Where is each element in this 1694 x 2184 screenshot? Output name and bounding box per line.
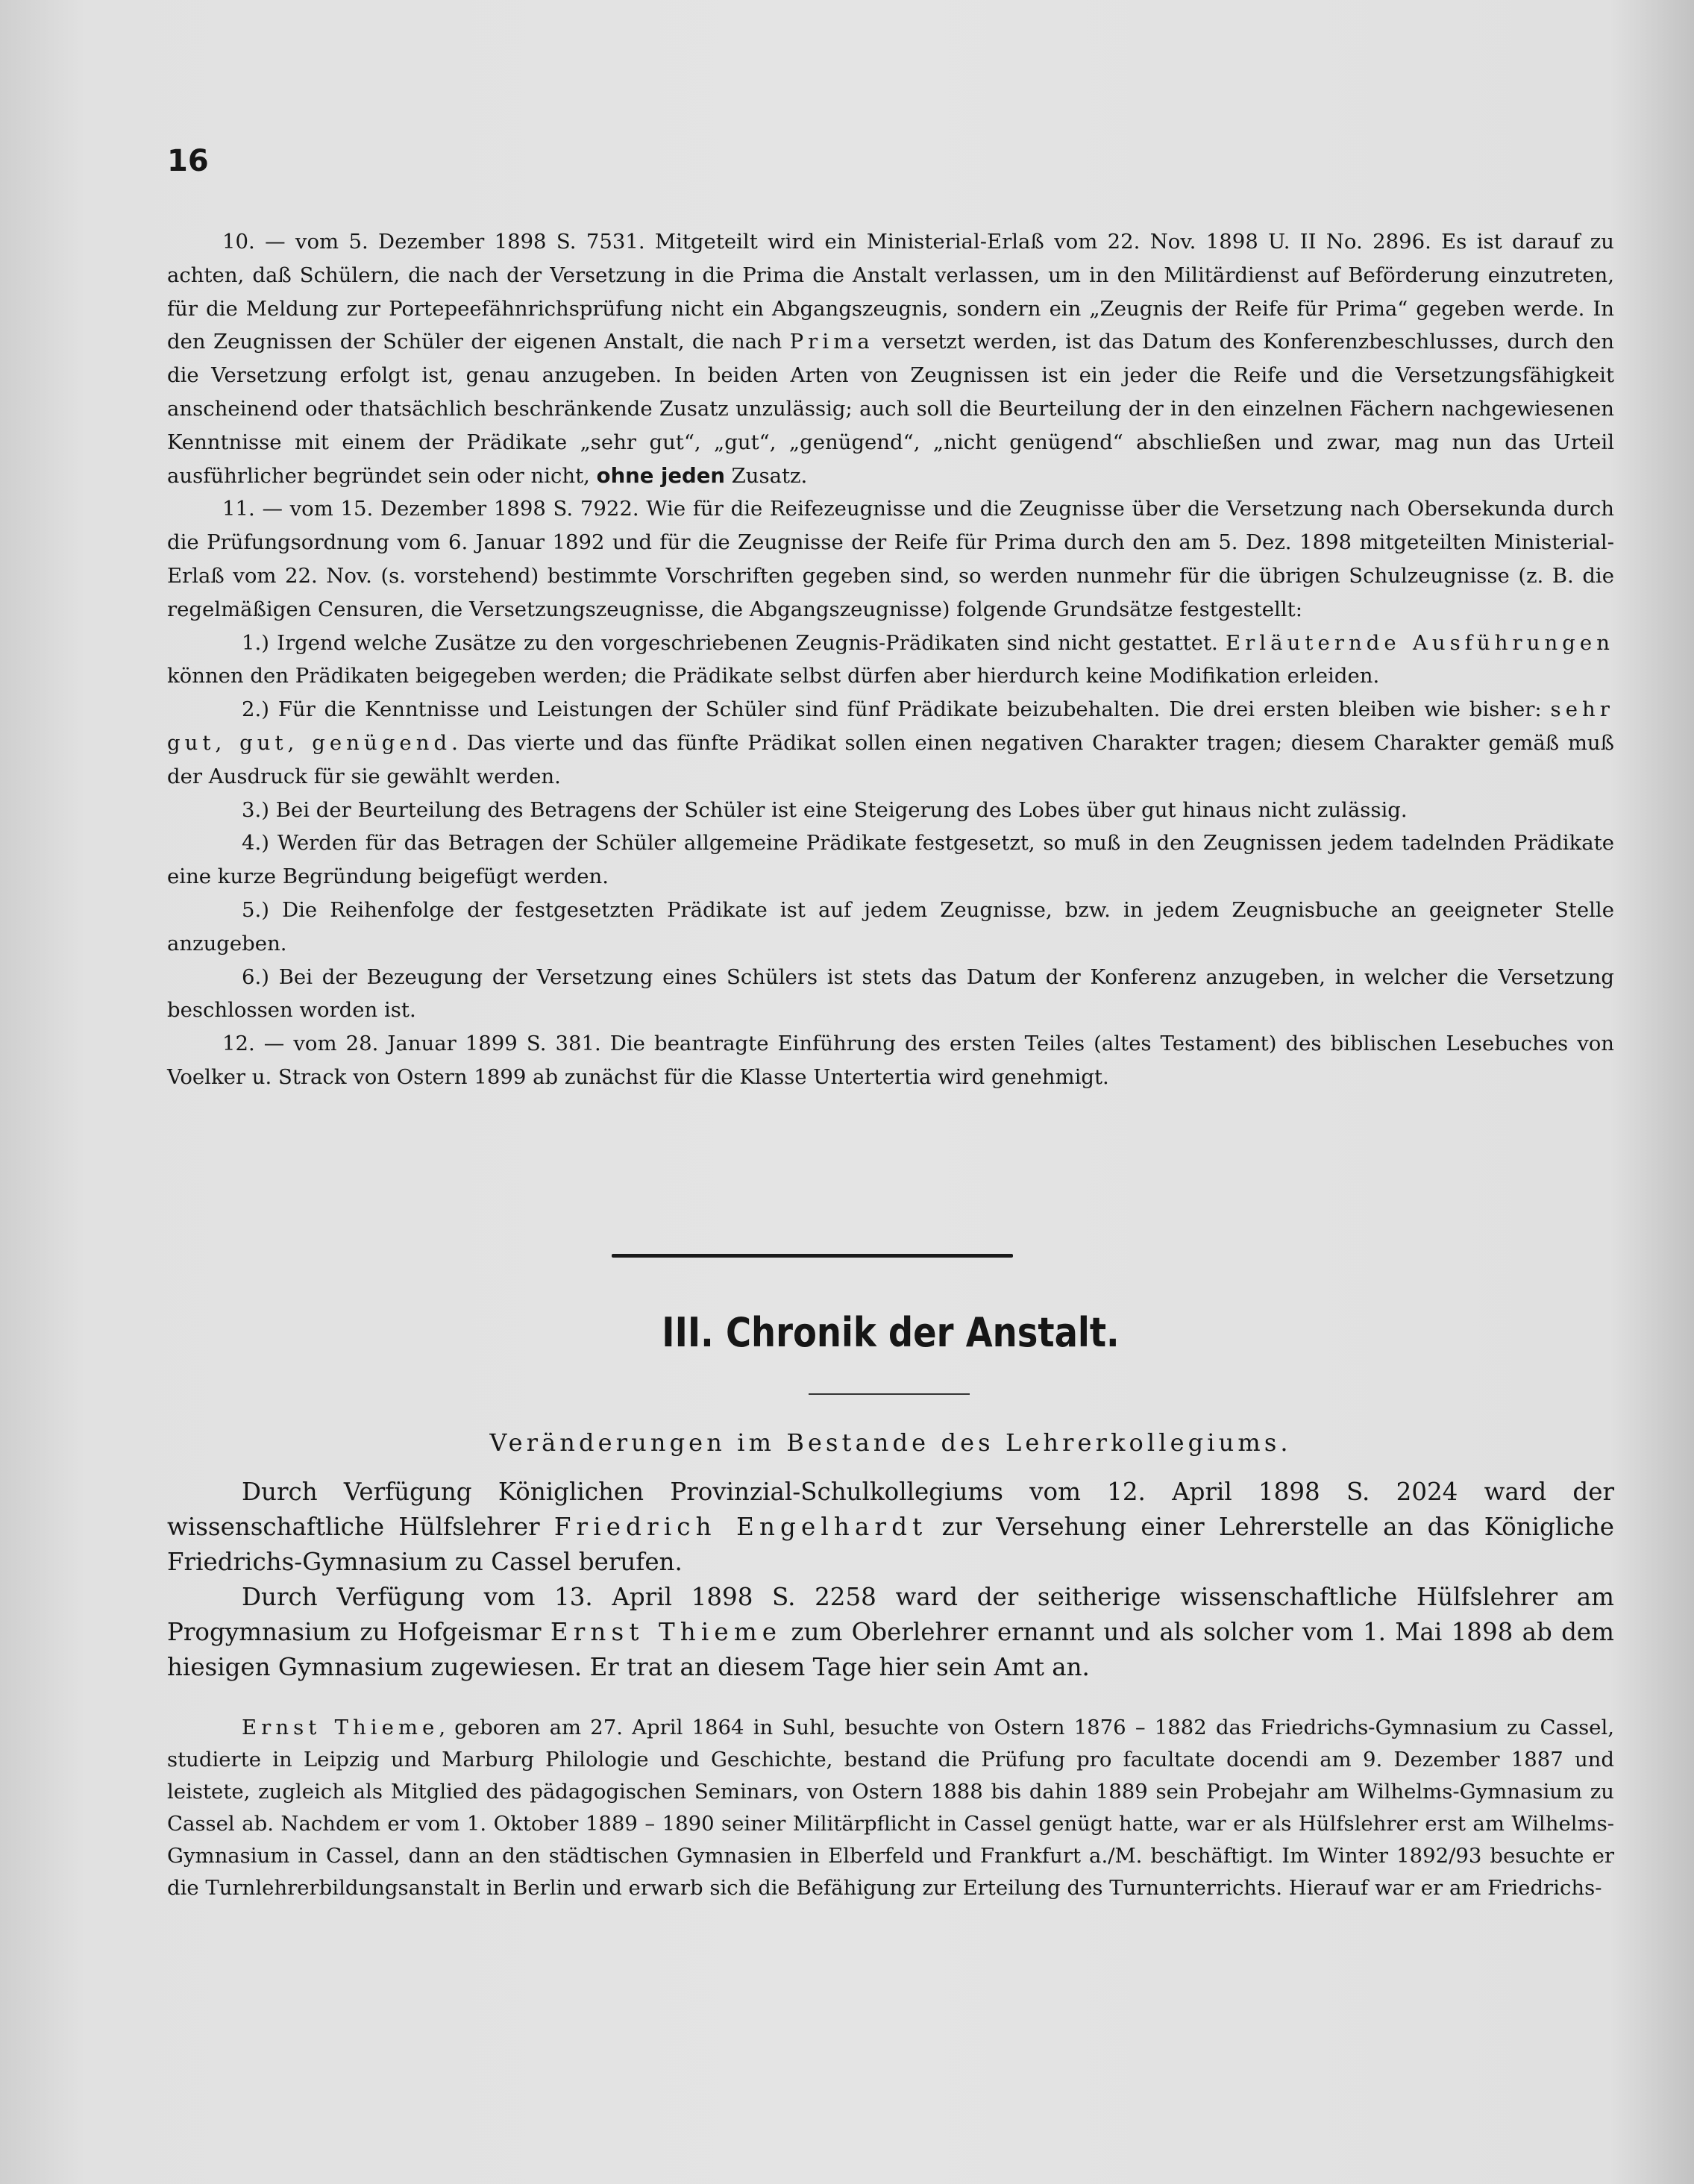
section-subheading: Veränderungen im Bestande des Lehrerkollegiums.: [489, 1428, 1292, 1457]
decree-item-11: [167, 492, 1614, 626]
rule-2-spaced: sehr gut, gut, genügend: [167, 697, 1614, 755]
teacher-name-engelhardt: Friedrich Engelhardt: [553, 1513, 928, 1541]
decree-list: [167, 225, 1614, 1094]
biography: [167, 1712, 1614, 1904]
chronicle-paragraph-2-text: Durch Verfügung vom 13. April 1898 S. 2258 ward der seitherige wissenschaftliche Hülfslehrer am Progymnasium zu Hofgeismar: [167, 1583, 1614, 1646]
rule-6: 6.) Bei der Bezeugung der Versetzung eines Schülers ist stets das Datum der Konferenz anzugeben, in welcher die Versetzung beschlossen worden ist.: [167, 964, 1614, 1023]
decree-item-10-text: — vom 5. Dezember 1898 S. 7531. Mitgeteilt wird ein Ministerial-Erlaß vom 22. Nov. 1898 U. II No. 2896. Es ist darauf zu achten, daß Schülern, die nach der Versetzung in die Prima die Anstalt verlassen, um in den Militärdienst auf Beförderung einzutreten, für die Meldung zur Portepeefähnrichsprüfung nicht ein Abgangszeugnis, sondern ein „Zeugnis der Reife für Prima“ gegeben werde. In den Zeugnissen der Schüler der eigenen Anstalt, die nach: [167, 230, 1614, 354]
rule-1-text: 1.) Irgend welche Zusätze zu den vorgeschriebenen Zeugnis-Prädikaten sind nicht gestattet.: [242, 630, 1226, 655]
chronicle-paragraph-1-text-2: zur Versehung einer Lehrerstelle an das Königliche Friedrichs-Gymnasium zu Cassel berufen.: [167, 1513, 1614, 1576]
section-divider: [612, 1254, 1013, 1258]
biography-paragraph: [167, 1712, 1614, 1904]
rule-2: [167, 693, 1614, 793]
decree-item-11-number: 11.: [222, 497, 255, 521]
rule-4: 4.) Werden für das Betragen der Schüler allgemeine Prädikate festgesetzt, so muß in den Zeugnissen jedem tadelnden Prädikate eine kurze Begründung beigefügt werden.: [167, 831, 1614, 889]
decree-item-12-number: 12.: [222, 1032, 255, 1056]
rule-1-spaced: Erläuternde Ausführungen: [1225, 630, 1614, 655]
decree-item-10-text-2: versetzt werden, ist das Datum des Konferenzbeschlusses, durch den die Versetzung erfolgt ist, genau anzugeben. In beiden Arten von Zeugnissen ist ein jeder die Reife und die Versetzungsfähigkeit anscheinend oder thatsächlich beschränkende Zusatz unzulässig; auch soll die Beurteilung der in den einzelnen Fächern nachgewiesenen Kenntnisse mit einem der Prädikate „sehr gut“, „gut“, „genügend“, „nicht genügend“ abschließen und zwar, mag nun das Urteil ausführlicher begründet sein oder nicht,: [167, 330, 1615, 488]
rule-2-text-2: . Das vierte und das fünfte Prädikat sollen einen negativen Charakter tragen; diesem Charakter gemäß muß der Ausdruck für sie gewählt werden.: [167, 730, 1614, 788]
section-heading: III. Chronik der Anstalt.: [662, 1309, 1120, 1356]
decree-item-10-number: 10.: [222, 230, 255, 254]
teacher-name-thieme: Ernst Thieme: [550, 1618, 782, 1646]
decree-item-10: [167, 225, 1614, 492]
decree-item-12: [167, 1027, 1614, 1094]
decree-item-10-end: Zusatz.: [724, 463, 808, 488]
chronicle-paragraph-1-text: Durch Verfügung Königlichen Provinzial-Schulkollegiums vom 12. April 1898 S. 2024 ward der wissenschaftliche Hülfslehrer: [167, 1478, 1614, 1541]
biography-name: Ernst Thieme: [242, 1716, 439, 1739]
chronicle-paragraph-1: [167, 1475, 1614, 1580]
page-number: 16: [167, 144, 209, 178]
decree-item-12-text: — vom 28. Januar 1899 S. 381. Die beantragte Einführung des ersten Teiles (altes Testament) des biblischen Lesebuches von Voelker u. Strack von Ostern 1899 ab zunächst für die Klasse Untertertia wird genehmigt.: [167, 1032, 1614, 1089]
rule-3: 3.) Bei der Beurteilung des Betragens der Schüler ist eine Steigerung des Lobes über gut hinaus nicht zulässig.: [242, 797, 1408, 822]
chronicle-paragraph-2: [167, 1580, 1614, 1685]
heading-underline: [809, 1393, 970, 1395]
decree-item-11-text: — vom 15. Dezember 1898 S. 7922. Wie für die Reifezeugnisse und die Zeugnisse über die Versetzung nach Obersekunda durch die Prüfungsordnung vom 6. Januar 1892 und für die Zeugnisse der Reife für Prima durch den am 5. Dez. 1898 mitgeteilten Ministerial-Erlaß vom 22. Nov. (s. vorstehend) bestimmte Vorschriften gegeben sind, so werden nunmehr für die übrigen Schulzeugnisse (z. B. die regelmäßigen Censuren, die Versetzungszeugnisse, die Abgangszeugnisse) folgende Grundsätze festgestellt:: [167, 497, 1614, 621]
rule-1: [167, 627, 1614, 694]
rule-5: 5.) Die Reihenfolge der festgesetzten Prädikate ist auf jedem Zeugnisse, bzw. in jedem Zeugnisbuche an geeigneter Stelle anzugeben.: [167, 897, 1614, 956]
biography-text: , geboren am 27. April 1864 in Suhl, besuchte von Ostern 1876 – 1882 das Friedrichs-Gymnasium zu Cassel, studierte in Leipzig und Marburg Philologie und Geschichte, bestand die Prüfung pro facultate docendi am 9. Dezember 1887 und leistete, zugleich als Mitglied des pädagogischen Seminars, von Ostern 1888 bis dahin 1889 sein Probejahr am Wilhelms-Gymnasium zu Cassel ab. Nachdem er vom 1. Oktober 1889 – 1890 seiner Militärpflicht in Cassel genügt hatte, war er als Hülfslehrer erst am Wilhelms-Gymnasium in Cassel, dann an den städtischen Gymnasien in Elberfeld und Frankfurt a./M. beschäftigt. Im Winter 1892/93 besuchte er die Turnlehrerbildungsanstalt in Berlin und erwarb sich die Befähigung zur Erteilung des Turnunterrichts. Hierauf war er am Friedrichs-: [167, 1716, 1614, 1900]
decree-item-10-prima: Prima: [789, 330, 874, 354]
decree-item-10-emphasis: ohne jeden: [596, 463, 725, 488]
chronicle-paragraph-2-text-2: zum Oberlehrer ernannt und als solcher vom 1. Mai 1898 ab dem hiesigen Gymnasium zugewiesen. Er trat an diesem Tage hier sein Amt an.: [167, 1618, 1614, 1681]
rule-2-text: 2.) Für die Kenntnisse und Leistungen der Schüler sind fünf Prädikate beizubehalten. Die drei ersten bleiben wie bisher:: [242, 697, 1551, 722]
rule-1-text-2: können den Prädikaten beigegeben werden; die Prädikate selbst dürfen aber hierdurch keine Modifikation erleiden.: [167, 664, 1380, 688]
chronicle-paragraphs: [167, 1475, 1614, 1685]
